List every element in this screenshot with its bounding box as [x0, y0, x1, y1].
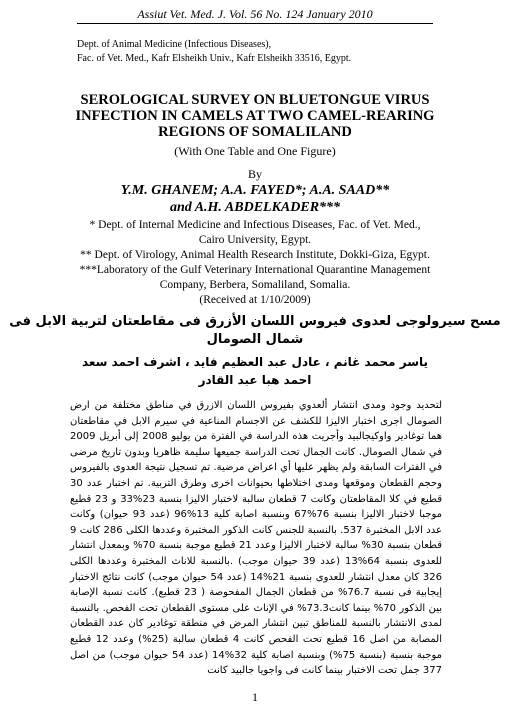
department-line-1: Dept. of Animal Medicine (Infectious Diseases), — [77, 39, 272, 50]
arabic-title-line-2: شمال الصومال — [206, 332, 304, 347]
affiliation-2: ** Dept. of Virology, Animal Health Research Institute, Dokki-Giza, Egypt. — [80, 249, 430, 261]
arabic-authors-line-1: ياسر محمد غانم ، عادل عبد العظيم فايد ، اشرف احمد سعد — [81, 355, 429, 369]
paper-title — [40, 92, 470, 140]
department-line-2: Fac. of Vet. Med., Kafr Elsheikh Univ., Kafr Elsheikh 33516, Egypt. — [77, 53, 352, 64]
received-date: (Received at 1/10/2009) — [199, 294, 311, 306]
affiliation-3-line-2: Company, Berbera, Somaliland, Somalia. — [159, 279, 351, 291]
by-label: By — [247, 167, 262, 181]
authors-line-2: and A.H. ABDELKADER*** — [169, 200, 341, 215]
authors-line-1: Y.M. GHANEM; A.A. FAYED*; A.A. SAAD** — [120, 183, 390, 198]
page-number: 1 — [252, 690, 258, 704]
affiliation-1-line-2: Cairo University, Egypt. — [198, 234, 312, 246]
arabic-authors-line-2: احمد هبا عبد القادر — [198, 373, 312, 387]
title-line-3: REGIONS OF SOMALILAND — [158, 124, 352, 140]
header-rule — [77, 23, 433, 24]
title-line-2: INFECTION IN CAMELS AT TWO CAMEL-REARING — [75, 108, 435, 124]
journal-header: Assiut Vet. Med. J. Vol. 56 No. 124 January 2010 — [137, 7, 373, 21]
arabic-abstract: لتحديد وجود ومدى انتشار ألعدوي بفيروس اللسان الازرق في مناطق مختلفة من ارض الصومال اجرى اختبار الاليزا للكشف عن الاجسام المناعية في سيرم الابل في مقاطعتان هما توغادير واوكيجالبيد وأجريت هذه الدراسة في الفترة من يوليو 2008 إلى أبريل 2009 في شمال الصومال. كانت الجمال تحت الدراسة جميعها سليمة ظاهريا وبدون تاريخ مرضى في الفترات السابقة ولم يظهر عليها أي اعراض مرضية. تم تسجيل نتيجة العدوى بالفيروس وحجم القطعان وموقعها ومدى اختلاطها بحيوانات اخرى وطرق التربية. تم اختبار عدد 30 قطيع في كلا المقاطعتان وكانت 7 قطعان سالبة لاختبار الاليزا بنسبة 23%33 و 23 قطيع موجبا لاختبار الاليزا بنسبة 76%67 وبنسبة اصابة كلية 13%96 (عدد 93 حيوان) وكانت عدد الابل المختبرة 537. بالنسبة للجنس كانت الذكور المختبرة وعددها الكلى 286 كانت 9 قطعان بنسبة 30% سالبة لاختبار الاليزا وعدد 21 قطيع موجبة بنسبة 70% وبمعدل انتشار للعدوى بنسبة 64%13 (عدد 39 حيوان موجب) .بالنسبة للاناث المختبرة وعددها الكلى 326 كان معدل انتشار للعدوى بنسبة 21%14 (عدد 54 حيوان موجب) كانت نتائج الاختبار إيجابية فى نسبة 76.7% من قطعان الجمال المفحوصة ( 23 قطيع). كانت نسبة الإصابة بين الذكور 70% بينما كانت73.3% في الإناث على مستوى القطعان تحت الفحص. بالنسبة لمدى الانتشار بالنسبة للمناطق تبين انتشار المرض في منطقة توغادير كان عدد القطعان المصابة من اصل 16 قطيع تحت الفحص كانت 4 قطعان سالبة (25%) وعدد 12 قطيع موجبة بنسبة (بنسبة 75%) وبنسبة اصابة كلية 32%14 (عدد 54 حيوان موجب) من اصل 377 جمل تحت الاختبار بينما كانت فى واجويا جالبيد كانت — [70, 400, 443, 677]
arabic-title-line-1: مسح سيرولوجى لعدوى فيروس اللسان الأزرق فى مقاطعتان لتربية الابل فى — [9, 314, 501, 329]
paper-subtitle: (With One Table and One Figure) — [174, 144, 336, 158]
affiliation-1-line-1: * Dept. of Internal Medicine and Infectious Diseases, Fac. of Vet. Med., — [89, 219, 421, 231]
affiliation-3-line-1: ***Laboratory of the Gulf Veterinary International Quarantine Management — [79, 264, 431, 276]
title-line-1: SEROLOGICAL SURVEY ON BLUETONGUE VIRUS — [80, 92, 430, 108]
